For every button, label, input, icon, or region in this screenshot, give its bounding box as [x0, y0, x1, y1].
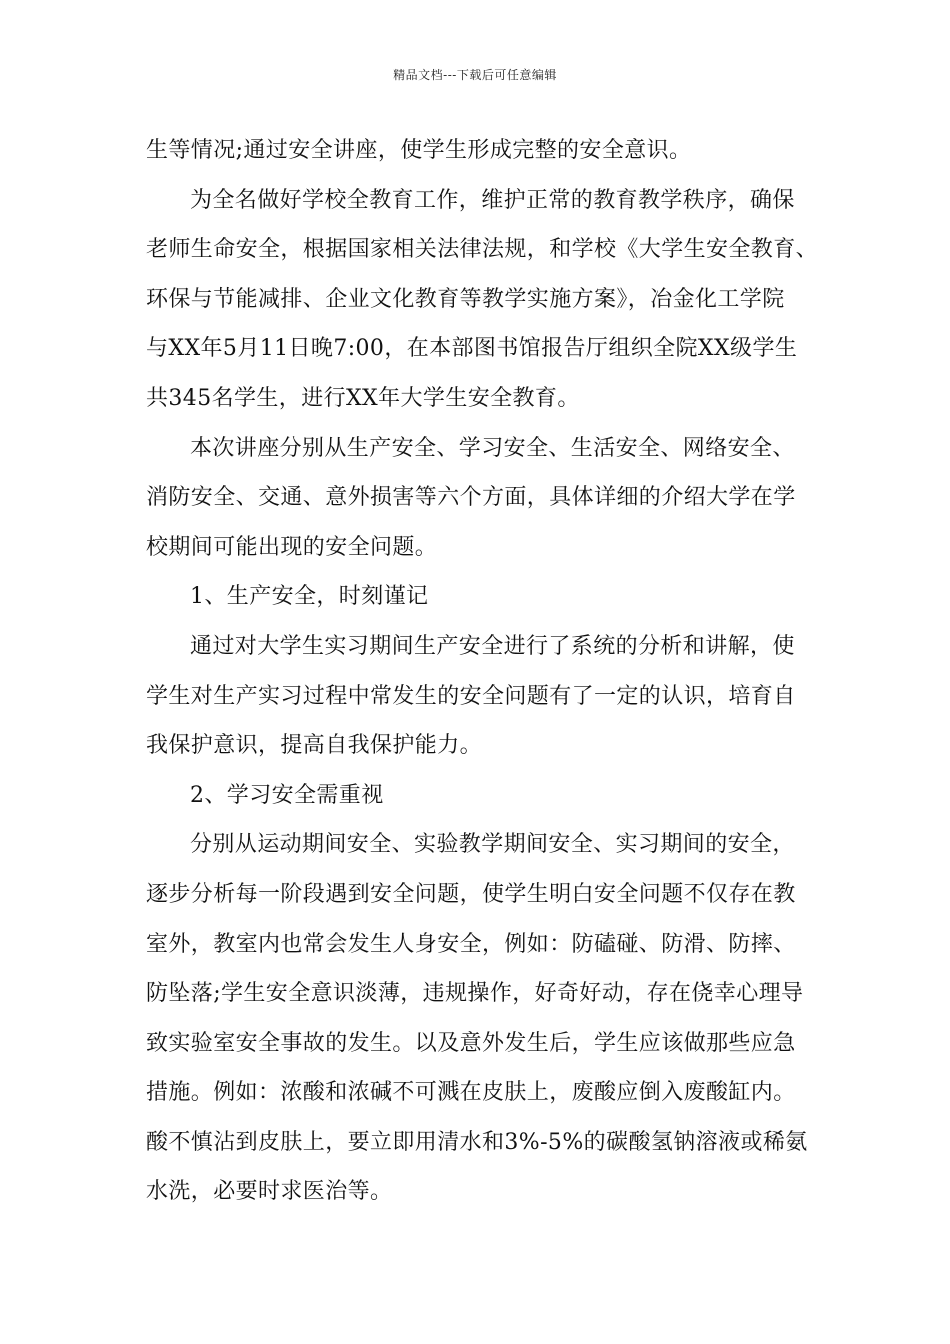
section-heading: 1、生产安全，时刻谨记: [190, 584, 429, 610]
text-line: 通过对大学生实习期间生产安全进行了系统的分析和讲解，使: [190, 633, 795, 659]
text-line: 致实验室安全事故的发生。以及意外发生后，学生应该做那些应急: [146, 1030, 796, 1056]
text-line: 学生对生产实习过程中常发生的安全问题有了一定的认识，培育自: [146, 683, 796, 709]
text-line: 生等情况;通过安全讲座，使学生形成完整的安全意识。: [146, 138, 692, 163]
section-heading: 2、学习安全需重视: [190, 782, 384, 808]
text-line: 措施。例如：浓酸和浓碱不可溅在皮肤上，废酸应倒入废酸缸内。: [146, 1080, 796, 1106]
text-line: 分别从运动期间安全、实验教学期间安全、实习期间的安全，: [190, 832, 795, 858]
text-line: 逐步分析每一阶段遇到安全问题，使学生明白安全问题不仅存在教: [146, 881, 796, 907]
page-header: 精品文档---下载后可任意编辑: [393, 68, 557, 82]
text-line: 水洗，必要时求医治等。: [146, 1179, 393, 1205]
text-line: 共345名学生，进行XX年大学生安全教育。: [146, 385, 580, 411]
text-line: 校期间可能出现的安全问题。: [146, 534, 438, 560]
document-body: [146, 126, 826, 1217]
text-line: 防坠落;学生安全意识淡薄，违规操作，好奇好动，存在侥幸心理导: [146, 981, 804, 1007]
text-line: 与XX年5月11日晚7:00，在本部图书馆报告厅组织全院XX级学生: [146, 336, 798, 362]
text-line: 本次讲座分别从生产安全、学习安全、生活安全、网络安全、: [190, 435, 795, 461]
text-line: 我保护意识，提高自我保护能力。: [146, 733, 483, 759]
text-line: 环保与节能减排、企业文化教育等教学实施方案》，冶金化工学院: [146, 286, 785, 312]
text-line: 酸不慎沾到皮肤上，要立即用清水和3%-5%的碳酸氢钠溶液或稀氨: [146, 1129, 808, 1155]
text-line: 为全名做好学校全教育工作，维护正常的教育教学秩序，确保: [190, 187, 795, 213]
text-line: 老师生命安全，根据国家相关法律法规，和学校《大学生安全教育、: [146, 237, 819, 263]
text-line: 消防安全、交通、意外损害等六个方面，具体详细的介绍大学在学: [146, 485, 796, 511]
text-line: 室外，教室内也常会发生人身安全，例如：防磕碰、防滑、防摔、: [146, 931, 796, 957]
